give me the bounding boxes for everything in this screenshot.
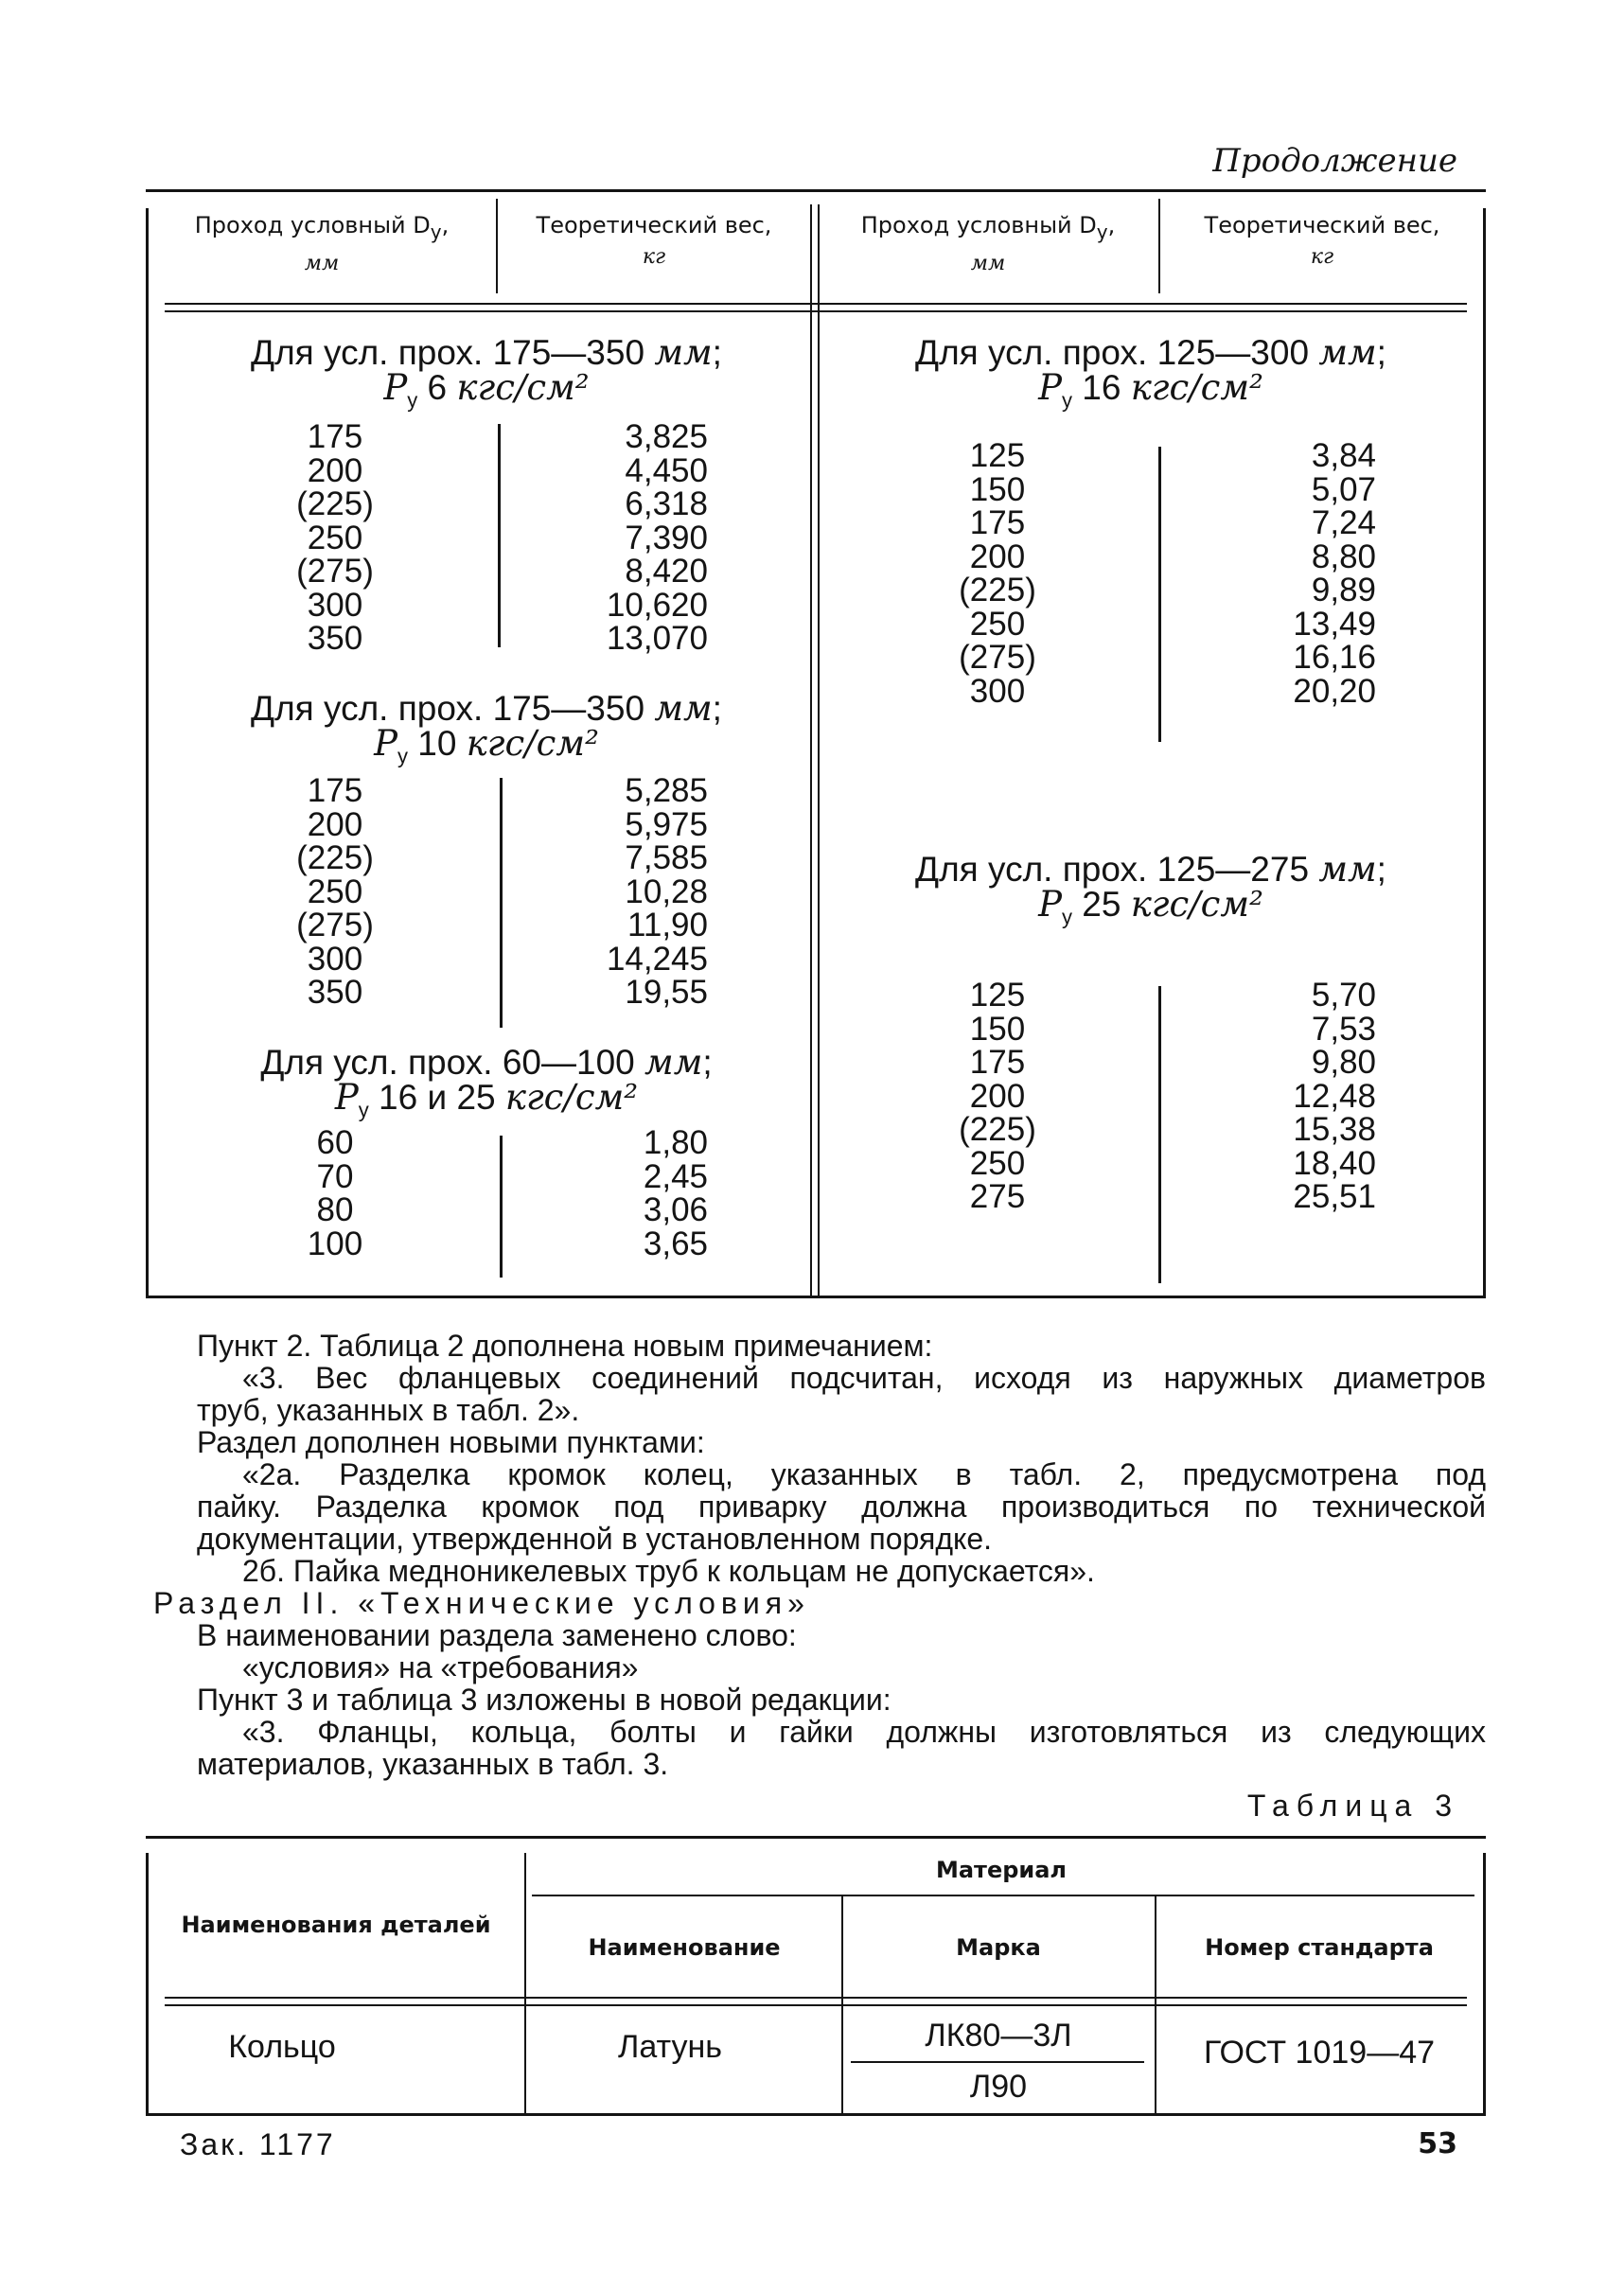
table-top-rule (146, 189, 1486, 192)
table-border-left (146, 208, 149, 1298)
header-rule-1 (165, 1997, 1467, 1999)
list-item: 60 (316, 1124, 354, 1161)
cell-grade-1: ЛК80—3Л (925, 2018, 1072, 2054)
text-line: 2б. Пайка медноникелевых труб к кольцам не допускается». (242, 1554, 1095, 1588)
section-heading: Раздел II. «Технические условия» (153, 1586, 810, 1620)
list-item: (225) (959, 572, 1036, 608)
list-item: 13,070 (606, 620, 708, 657)
list-item: 3,84 (1311, 437, 1376, 474)
list-item: 200 (969, 538, 1026, 575)
text-line: «условия» на «требования» (242, 1650, 639, 1684)
text-line: «2а. Разделка кромок колец, указанных в табл. 2, предусмотрена под (242, 1457, 1486, 1491)
column-rule (500, 778, 503, 1028)
header-weight-left: Теоретический вес, кг (536, 212, 772, 269)
grade-divider (851, 2061, 1144, 2063)
text-line: документации, утвержденной в установленном порядке. (197, 1522, 993, 1556)
list-item: 300 (969, 672, 1026, 710)
table-center-double-rule (810, 204, 820, 1298)
text-line: «3. Вес фланцевых соединений подсчитан, исходя из наружных диаметров (242, 1361, 1486, 1395)
group-heading: Для усл. прох. 175—350 мм; $P_у$ 10 кгс/см² (251, 688, 722, 768)
list-item: 70 (316, 1157, 354, 1195)
list-item: 8,420 (625, 553, 708, 590)
list-item: 20,20 (1293, 672, 1376, 710)
list-item: 175 (307, 772, 363, 809)
list-item: (225) (296, 839, 374, 876)
list-item: 5,975 (625, 805, 708, 843)
list-item: 5,70 (1311, 977, 1376, 1014)
list-item: (225) (296, 485, 374, 522)
list-item: 300 (307, 586, 363, 624)
list-item: 250 (307, 519, 363, 556)
materials-table (146, 1836, 1486, 2116)
diameter-list (288, 420, 382, 656)
list-item: 6,318 (625, 485, 708, 522)
list-item: 13,49 (1293, 605, 1376, 643)
list-item: 18,40 (1293, 1144, 1376, 1182)
page-number: 53 (1418, 2127, 1457, 2160)
weight-list (1253, 439, 1376, 708)
column-rule (1158, 447, 1161, 742)
diameter-list (288, 1126, 382, 1261)
list-item: 150 (969, 470, 1026, 508)
list-item: 7,53 (1311, 1010, 1376, 1048)
group-heading: Для усл. прох. 60—100 мм; $P_у$ 16 и 25 кгс/см² (260, 1042, 713, 1122)
list-item: 19,55 (625, 974, 708, 1011)
list-item: 250 (969, 605, 1026, 643)
list-item: 4,450 (625, 451, 708, 489)
diameter-list (950, 439, 1045, 708)
column-rule (1155, 1896, 1156, 2116)
group-heading: Для усл. прох. 125—275 мм; $P_у$ 25 кгс/см² (915, 849, 1386, 929)
cell-material: Латунь (618, 2029, 722, 2065)
column-rule (1158, 986, 1161, 1283)
list-item: 11,90 (627, 907, 708, 943)
diameter-list (950, 979, 1045, 1214)
table-border-left (146, 1853, 149, 2116)
list-item: (225) (959, 1111, 1036, 1148)
header-grade: Марка (956, 1934, 1041, 1961)
list-item: 2,45 (643, 1157, 708, 1195)
list-item: 300 (307, 940, 363, 978)
list-item: 175 (969, 504, 1026, 541)
table-bottom-rule (146, 1296, 1486, 1298)
text-line: Пункт 3 и таблица 3 изложены в новой редакции: (197, 1683, 891, 1717)
column-rule (524, 1853, 526, 2116)
list-item: 10,28 (625, 873, 708, 910)
list-item: 7,24 (1311, 504, 1376, 541)
list-item: 80 (316, 1191, 354, 1228)
list-item: 175 (307, 418, 363, 455)
text-line: материалов, указанных в табл. 3. (197, 1747, 669, 1781)
table3-title: Таблица 3 (1246, 1789, 1459, 1823)
list-item: 200 (307, 805, 363, 843)
list-item: 125 (969, 437, 1026, 474)
list-item: 14,245 (606, 940, 708, 978)
list-item: 9,89 (1311, 572, 1376, 608)
order-number: Зак. 1177 (180, 2127, 336, 2161)
list-item: (275) (296, 907, 374, 943)
weight-list (1253, 979, 1376, 1214)
header-divider-right (1158, 199, 1160, 293)
list-item: 275 (969, 1178, 1026, 1215)
header-standard: Номер стандарта (1205, 1934, 1434, 1961)
column-rule (498, 424, 501, 647)
text-line: Раздел дополнен новыми пунктами: (197, 1425, 705, 1459)
list-item: 10,620 (606, 586, 708, 624)
list-item: 250 (307, 873, 363, 910)
header-rule-2 (165, 310, 1467, 312)
list-item: 350 (307, 974, 363, 1011)
table-border-right (1483, 208, 1486, 1298)
cell-grade-2: Л90 (969, 2069, 1028, 2105)
list-item: 5,07 (1311, 470, 1376, 508)
cell-part: Кольцо (228, 2029, 336, 2065)
weight-list (562, 774, 708, 1010)
list-item: (275) (296, 553, 374, 590)
column-rule (841, 1896, 843, 2116)
header-rule-2 (165, 2004, 1467, 2006)
header-name: Наименование (588, 1934, 781, 1961)
header-divider-left (496, 199, 498, 293)
cell-standard: ГОСТ 1019—47 (1203, 2035, 1436, 2071)
group-heading: Для усл. прох. 175—350 мм; $P_у$ 6 кгс/см² (251, 332, 722, 413)
list-item: 175 (969, 1044, 1026, 1081)
weight-list (562, 420, 708, 656)
list-item: 12,48 (1293, 1077, 1376, 1115)
table-border-right (1483, 1853, 1486, 2116)
list-item: 9,80 (1311, 1044, 1376, 1081)
list-item: 3,06 (643, 1191, 708, 1228)
text-line: труб, указанных в табл. 2». (197, 1393, 580, 1427)
list-item: 1,80 (643, 1124, 708, 1161)
header-weight-right: Теоретический вес, кг (1204, 212, 1440, 269)
list-item: 7,585 (625, 839, 708, 876)
group-heading: Для усл. прох. 125—300 мм; $P_у$ 16 кгс/см² (915, 332, 1386, 413)
header-subrule (532, 1895, 1474, 1896)
list-item: 125 (969, 977, 1026, 1014)
list-item: 25,51 (1293, 1178, 1376, 1215)
list-item: 16,16 (1293, 639, 1376, 676)
column-rule (500, 1136, 503, 1278)
text-line: «3. Фланцы, кольца, болты и гайки должны изготовляться из следующих (242, 1715, 1486, 1749)
list-item: 350 (307, 620, 363, 657)
list-item: 100 (307, 1225, 363, 1262)
list-item: (275) (959, 639, 1036, 676)
weights-table (146, 189, 1486, 1298)
header-material: Материал (935, 1857, 1068, 1883)
list-item: 250 (969, 1144, 1026, 1182)
header-rule-1 (165, 303, 1467, 305)
header-diameter-right: Проход условный $D_у$, мм (860, 212, 1116, 275)
text-line: Пункт 2. Таблица 2 дополнена новым примечанием: (197, 1329, 933, 1363)
list-item: 3,65 (643, 1225, 708, 1262)
list-item: 3,825 (625, 418, 708, 455)
list-item: 7,390 (625, 519, 708, 556)
list-item: 8,80 (1311, 538, 1376, 575)
list-item: 150 (969, 1010, 1026, 1048)
list-item: 5,285 (625, 772, 708, 809)
table-top-rule (146, 1836, 1486, 1839)
continuation-label: Продолжение (1212, 142, 1457, 180)
list-item: 200 (307, 451, 363, 489)
list-item: 15,38 (1293, 1111, 1376, 1148)
text-line: В наименовании раздела заменено слово: (197, 1618, 797, 1652)
table-bottom-rule (146, 2113, 1486, 2116)
header-parts: Наименования деталей (181, 1912, 491, 1938)
list-item: 200 (969, 1077, 1026, 1115)
weight-list (562, 1126, 708, 1261)
text-line: пайку. Разделка кромок под приварку должна производиться по технической (197, 1490, 1486, 1524)
diameter-list (288, 774, 382, 1010)
header-diameter-left: Проход условный $D_у$, мм (194, 212, 450, 275)
